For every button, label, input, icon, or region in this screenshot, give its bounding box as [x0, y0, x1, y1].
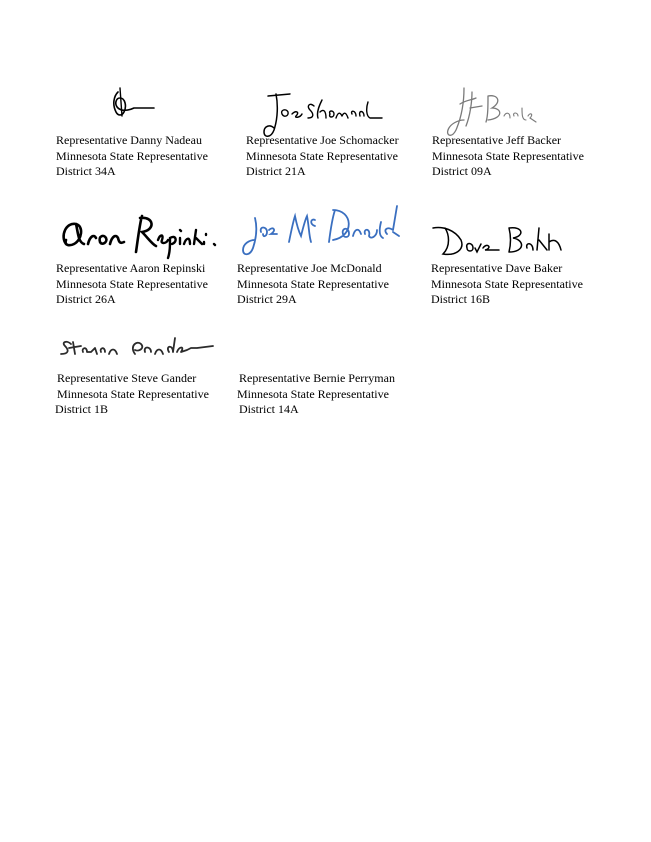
signer-info-gander — [55, 371, 209, 418]
signer-name: Representative Dave Baker — [431, 261, 563, 275]
signer-title: Minnesota State Representative — [56, 276, 208, 291]
signer-name: Representative Aaron Repinski — [56, 261, 206, 275]
signer-district: District 21A — [246, 164, 306, 178]
signer-district: District 16B — [431, 292, 490, 306]
signer-title: Minnesota State Representative — [237, 276, 389, 291]
signer-name: Representative Joe McDonald — [237, 261, 382, 275]
signer-title: Minnesota State Representative — [56, 148, 208, 163]
handwritten-signature-repinski — [56, 212, 226, 262]
signer-title: Minnesota State Representative — [431, 276, 583, 291]
signer-district: District 34A — [56, 164, 116, 178]
signer-district: District 09A — [432, 164, 492, 178]
signer-title: Minnesota State Representative — [57, 386, 209, 401]
signer-name: Representative Bernie Perryman — [239, 371, 395, 385]
signer-title: Minnesota State Representative — [237, 386, 389, 401]
signer-name: Representative Joe Schomacker — [246, 133, 399, 147]
signer-name: Representative Steve Gander — [57, 371, 197, 385]
signer-district: District 26A — [56, 292, 116, 306]
signer-info-mcdonald — [237, 261, 389, 308]
signer-district: District 14A — [239, 402, 299, 416]
signer-info-backer — [432, 133, 584, 180]
signer-info-schomacker — [246, 133, 399, 180]
signer-name: Representative Jeff Backer — [432, 133, 562, 147]
handwritten-signature-nadeau — [106, 86, 166, 122]
handwritten-signature-baker — [431, 222, 571, 262]
signer-title: Minnesota State Representative — [432, 148, 584, 163]
signer-district: District 29A — [237, 292, 297, 306]
signer-title: Minnesota State Representative — [246, 148, 398, 163]
signer-info-baker — [431, 261, 583, 308]
handwritten-signature-gander — [57, 332, 217, 362]
signer-info-nadeau — [56, 133, 208, 180]
signer-name: Representative Danny Nadeau — [56, 133, 202, 147]
handwritten-signature-mcdonald — [237, 196, 407, 262]
signer-info-repinski — [56, 261, 208, 308]
signer-info-perryman — [237, 371, 395, 418]
signer-district: District 1B — [55, 402, 108, 416]
